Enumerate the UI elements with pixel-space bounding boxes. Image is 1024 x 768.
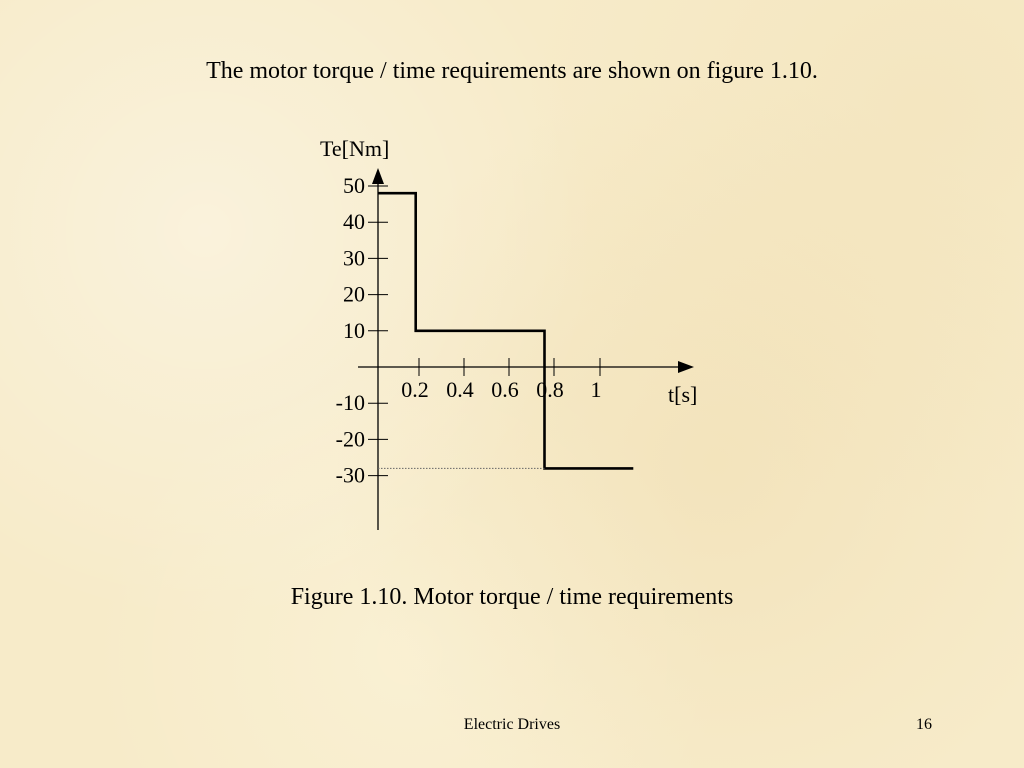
y-axis-label: Te[Nm] — [320, 136, 390, 161]
y-axis-ticks — [336, 173, 388, 488]
figure-caption: Figure 1.10. Motor torque / time requirements — [290, 584, 734, 610]
x-tick-label: 0.4 — [446, 377, 474, 402]
footer-title: Electric Drives — [463, 716, 561, 733]
torque-step-line — [378, 193, 633, 468]
chart-series — [378, 193, 633, 468]
x-axis-arrowhead — [678, 361, 694, 373]
y-tick-label: 40 — [343, 209, 365, 235]
x-tick-label: 0.2 — [401, 377, 429, 402]
y-tick-label: 20 — [343, 281, 365, 307]
y-tick-label: 10 — [343, 317, 365, 343]
y-axis-arrowhead — [372, 168, 384, 184]
y-tick-label: -30 — [335, 462, 365, 488]
x-axis-label: t[s] — [668, 382, 698, 407]
page-number: 16 — [916, 716, 932, 733]
x-axis-ticks — [401, 358, 601, 402]
y-tick-label: 50 — [343, 173, 365, 198]
x-tick-label: 1 — [590, 377, 602, 402]
x-tick-label: 0.8 — [536, 377, 564, 402]
y-tick-label: 30 — [343, 245, 365, 271]
y-tick-label: -10 — [335, 390, 365, 416]
x-tick-label: 0.6 — [491, 377, 519, 402]
y-tick-label: -20 — [335, 426, 365, 452]
slide-intro-text: The motor torque / time requirements are shown on figure 1.10. — [206, 58, 818, 84]
chart-axes — [358, 168, 694, 530]
